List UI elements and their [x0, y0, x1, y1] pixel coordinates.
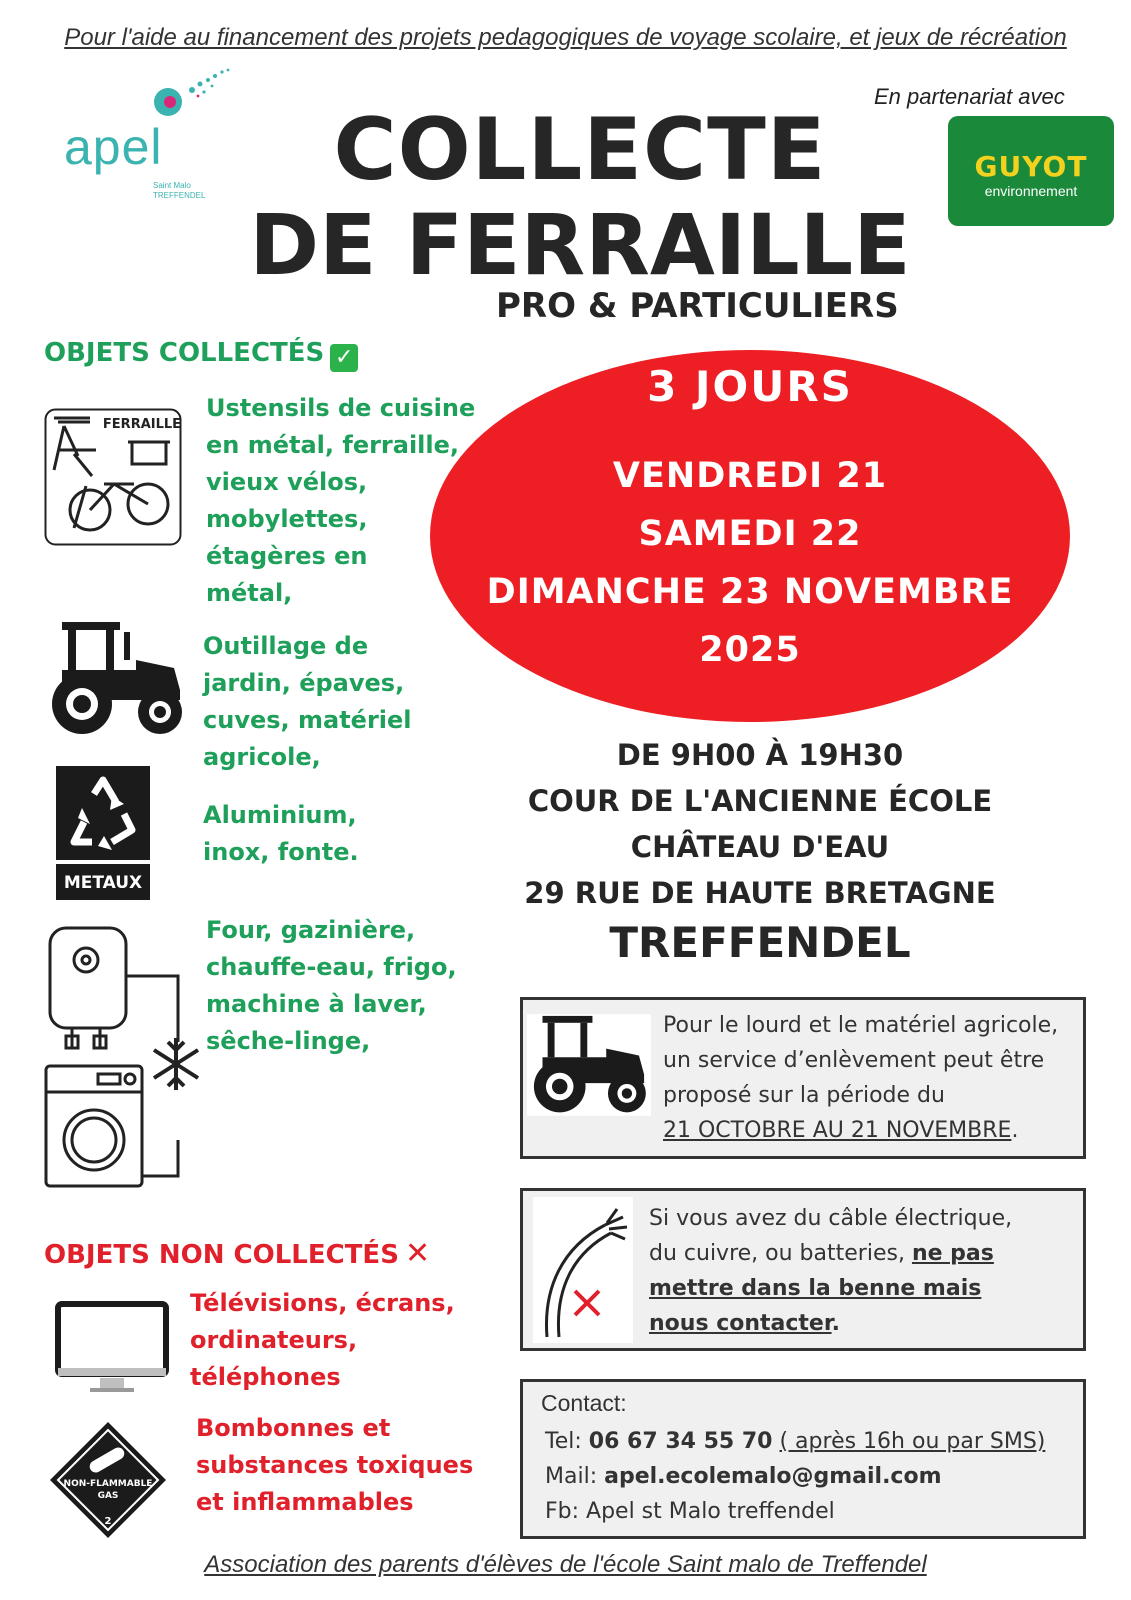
partner-label: En partenariat avec [874, 84, 1065, 109]
main-title-line-1: COLLECTE [333, 100, 827, 200]
opening-hours: DE 9H00 À 19H30 [616, 738, 904, 772]
date-saturday: SAMEDI 22 [638, 514, 862, 554]
pickup-service-box [520, 997, 1086, 1159]
contact-phone[interactable]: Tel: 06 67 34 55 70 ( après 16h ou par SMS) [545, 1429, 1046, 1454]
tractor-icon [527, 1012, 651, 1118]
pickup-text: Pour le lourd et le matériel agricole, un service d’enlèvement peut être proposé sur la période du 21 OCTOBRE AU 21 NOVEMBRE. [663, 1013, 1059, 1143]
apel-wordmark: apel [64, 119, 163, 175]
pickup-period: 21 OCTOBRE AU 21 NOVEMBRE [663, 1118, 1012, 1143]
svg-text:GAS: GAS [97, 1491, 119, 1501]
location-line-1: COUR DE L'ANCIENNE ÉCOLE [527, 784, 993, 818]
collected-item-metals: Aluminium, inox, fonte. [203, 801, 359, 866]
contact-facebook[interactable]: Fb: Apel st Malo treffendel [545, 1499, 835, 1524]
cable-icon [533, 1197, 633, 1343]
metal-recycling-icon [54, 764, 152, 902]
not-collected-item-toxic: Bombonnes et substances toxiques et inflammables [196, 1414, 474, 1516]
subtitle-pro-particuliers: PRO & PARTICULIERS [496, 286, 899, 326]
location-line-2: CHÂTEAU D'EAU [630, 830, 890, 864]
dates-title: 3 JOURS [647, 362, 853, 411]
top-funding-note: Pour l'aide au financement des projets pedagogiques de voyage scolaire, et jeux de récréation [64, 24, 1067, 51]
svg-text:FERRAILLE: FERRAILLE [102, 417, 182, 432]
contact-mail[interactable]: Mail: apel.ecolemalo@gmail.com [545, 1464, 942, 1489]
contact-heading: Contact: [541, 1390, 627, 1416]
tractor-icon [44, 620, 188, 738]
gas-hazard-icon [48, 1420, 168, 1540]
cable-warning-box [520, 1188, 1086, 1351]
contact-box [520, 1379, 1086, 1539]
cable-text: Si vous avez du câble électrique, du cuivre, ou batteries, ne pas mettre dans la benne mais nous contacter. [649, 1206, 1013, 1336]
collected-heading: OBJETS COLLECTÉS ✓ [44, 338, 358, 372]
date-sunday: DIMANCHE 23 NOVEMBRE [486, 572, 1014, 612]
appliances-icon [44, 924, 212, 1188]
address: 29 RUE DE HAUTE BRETAGNE [524, 876, 996, 910]
footer-association-note: Association des parents d'élèves de l'école Saint malo de Treffendel [204, 1551, 927, 1578]
svg-text:NON-FLAMMABLE: NON-FLAMMABLE [63, 1479, 153, 1489]
monitor-icon [54, 1300, 170, 1396]
svg-text:METAUX: METAUX [63, 873, 143, 893]
not-collected-item-screens: Télévisions, écrans, ordinateurs, téléphones [190, 1289, 455, 1391]
guyot-subtitle: environnement [984, 183, 1078, 199]
date-friday: VENDREDI 21 [612, 456, 888, 496]
guyot-name: GUYOT [974, 150, 1088, 183]
collected-item-appliances: Four, gazinière, chauffe-eau, frigo, machine à laver, sêche-linge, [206, 916, 457, 1055]
main-title-line-2: DE FERRAILLE [249, 196, 911, 294]
collected-item-kitchen: Ustensils de cuisine en métal, ferraille, vieux vélos, mobylettes, étagères en métal, [206, 394, 476, 607]
checkmark-icon: ✓ [330, 344, 358, 372]
scrap-metal-icon [44, 408, 182, 546]
town: TREFFENDEL [609, 918, 911, 967]
not-collected-heading: OBJETS NON COLLECTÉS ✕ [44, 1236, 431, 1271]
date-year: 2025 [699, 630, 801, 670]
cross-icon: ✕ [404, 1236, 431, 1271]
apel-subtitle: Saint Malo TREFFENDEL [153, 181, 206, 200]
svg-text:2: 2 [104, 1516, 112, 1527]
guyot-logo [948, 116, 1114, 226]
collected-item-garden: Outillage de jardin, épaves, cuves, matériel agricole, [203, 632, 412, 771]
